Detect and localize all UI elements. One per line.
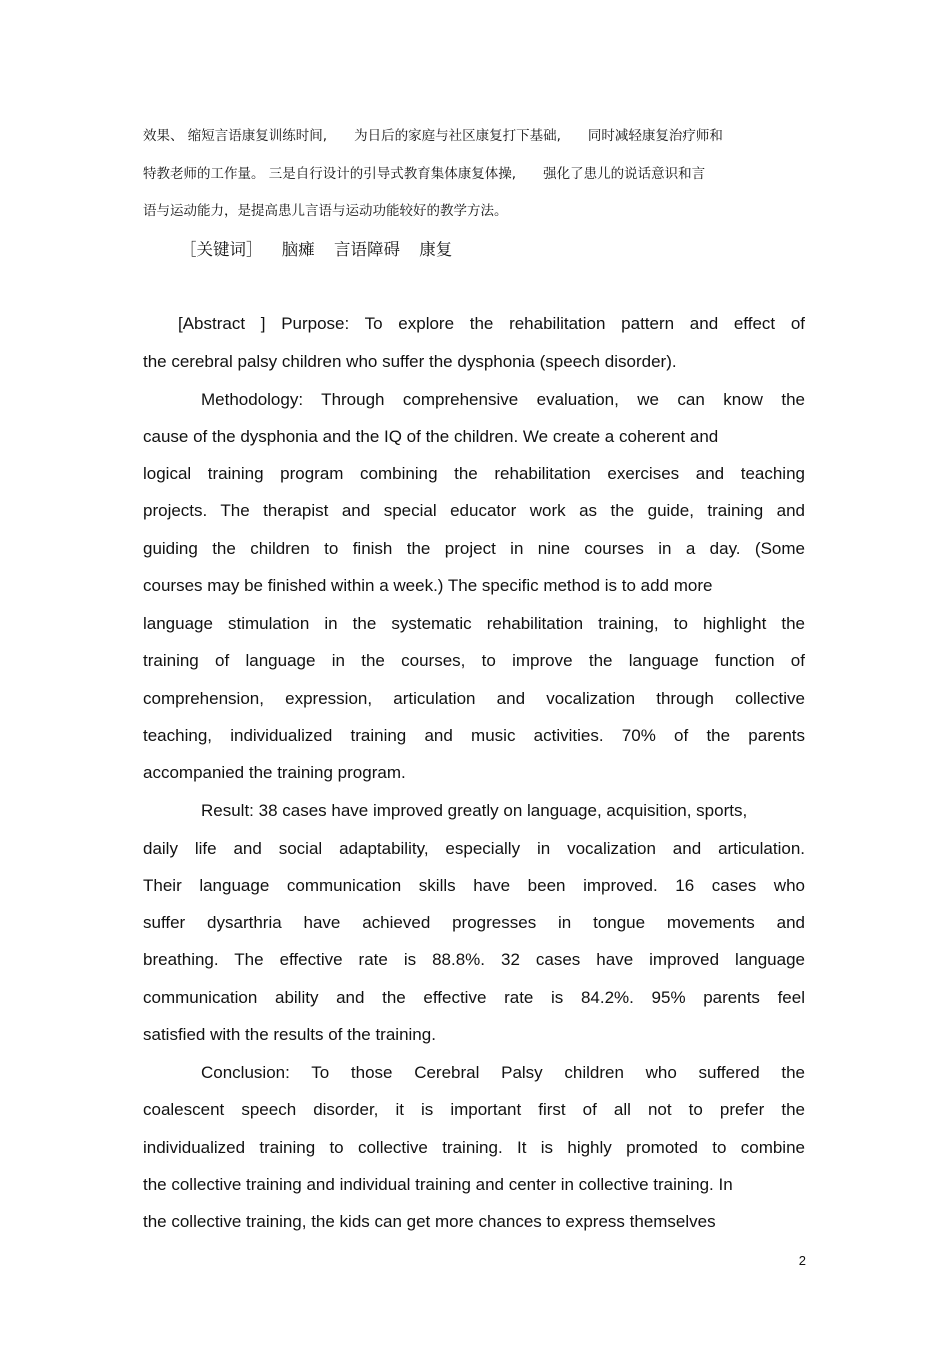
abstract-line: training of language in the courses, to improve the language function of bbox=[143, 651, 805, 670]
abstract-line: comprehension, expression, articulation and vocalization through collective bbox=[143, 689, 805, 708]
keyword-item: 脑瘫 bbox=[281, 240, 315, 259]
abstract-line: communication ability and the effective rate is 84.2%. 95% parents feel bbox=[143, 988, 805, 1007]
keywords-line bbox=[180, 236, 580, 260]
abstract-line: Result: 38 cases have improved greatly on language, acquisition, sports, bbox=[201, 801, 748, 820]
abstract-line: individualized training to collective training. It is highly promoted to combine bbox=[143, 1138, 805, 1157]
keyword-item: 康复 bbox=[419, 240, 453, 259]
abstract-line: the cerebral palsy children who suffer the dysphonia (speech disorder). bbox=[143, 352, 677, 371]
abstract-line: the collective training, the kids can get more chances to express themselves bbox=[143, 1212, 716, 1231]
abstract-line: teaching, individualized training and music activities. 70% of the parents bbox=[143, 726, 805, 745]
abstract-line: courses may be finished within a week.) The specific method is to add more bbox=[143, 576, 713, 595]
abstract-line: the collective training and individual training and center in collective training. In bbox=[143, 1175, 733, 1194]
abstract-line: accompanied the training program. bbox=[143, 763, 406, 782]
abstract-line: satisfied with the results of the training. bbox=[143, 1025, 436, 1044]
abstract-line: cause of the dysphonia and the IQ of the children. We create a coherent and bbox=[143, 427, 719, 446]
abstract-line: breathing. The effective rate is 88.8%. 32 cases have improved language bbox=[143, 950, 805, 969]
abstract-line: Methodology: Through comprehensive evaluation, we can know the bbox=[201, 390, 805, 409]
abstract-line: projects. The therapist and special educator work as the guide, training and bbox=[143, 501, 805, 520]
abstract-line: daily life and social adaptability, especially in vocalization and articulation. bbox=[143, 839, 805, 858]
abstract-line: [Abstract ] Purpose: To explore the rehabilitation pattern and effect of bbox=[178, 314, 805, 333]
abstract-line: guiding the children to finish the project in nine courses in a day. (Some bbox=[143, 539, 805, 558]
abstract-line: coalescent speech disorder, it is important first of all not to prefer the bbox=[143, 1100, 805, 1119]
keyword-item: 言语障碍 bbox=[334, 240, 400, 259]
abstract-line: Their language communication skills have been improved. 16 cases who bbox=[143, 876, 805, 895]
zh-line-1: 效果、 缩短言语康复训练时间, 为日后的家庭与社区康复打下基础, 同时减轻康复治疗师和 bbox=[143, 128, 723, 144]
keywords-label: ［关键词］ bbox=[180, 240, 263, 259]
abstract-line: Conclusion: To those Cerebral Palsy children who suffered the bbox=[201, 1063, 805, 1082]
page-number: 2 bbox=[798, 1253, 806, 1268]
zh-line-2: 特教老师的工作量。 三是自行设计的引导式教育集体康复体操, 强化了患儿的说话意识和言 bbox=[143, 166, 706, 182]
abstract-line: language stimulation in the systematic rehabilitation training, to highlight the bbox=[143, 614, 805, 633]
abstract-line: logical training program combining the rehabilitation exercises and teaching bbox=[143, 464, 805, 483]
abstract-line: suffer dysarthria have achieved progresses in tongue movements and bbox=[143, 913, 805, 932]
zh-line-3: 语与运动能力，是提高患儿言语与运动功能较好的教学方法。 bbox=[143, 203, 508, 219]
